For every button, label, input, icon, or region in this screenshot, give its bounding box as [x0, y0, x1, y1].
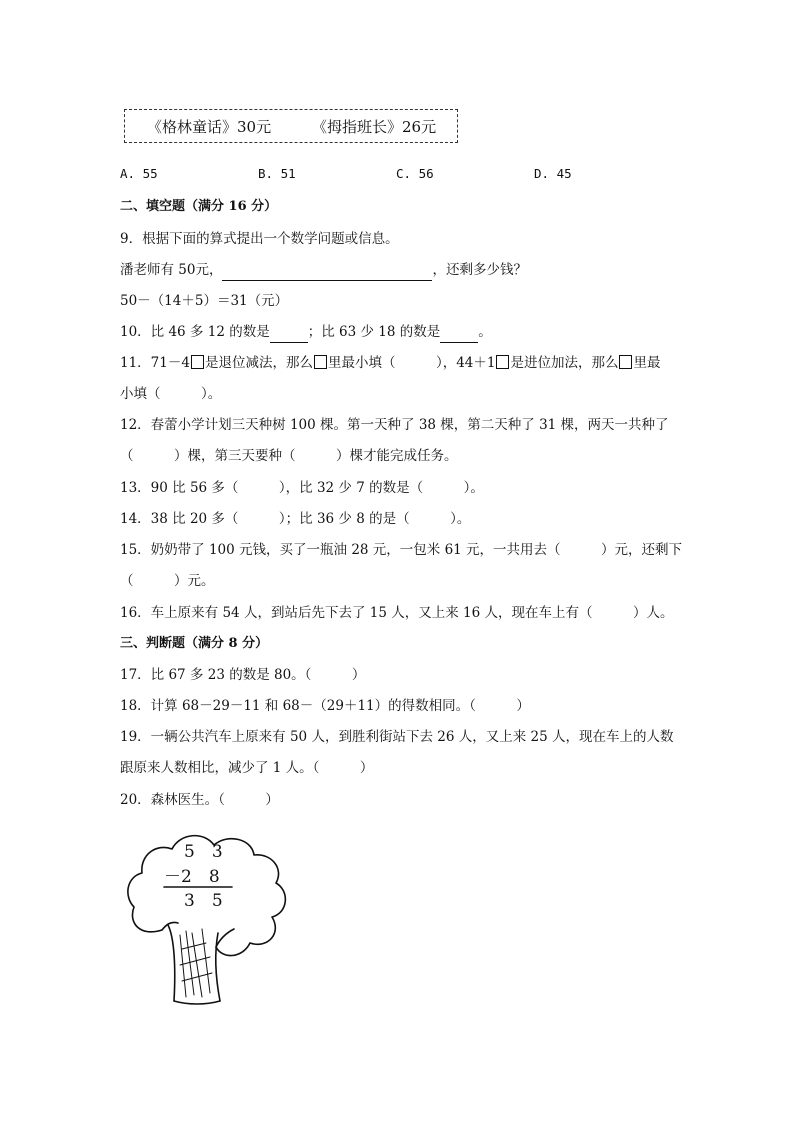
q11-box-1[interactable] [191, 355, 204, 369]
tree-branch-right [216, 929, 234, 947]
q11-box-4[interactable] [619, 355, 632, 369]
book-price-grimm: 《格林童话》30元 [147, 118, 272, 136]
tree-trunk-base [174, 1001, 220, 1004]
q19-line1: 19．一辆公共汽车上原来有 50 人，到胜利街站下去 26 人，又上来 25 人，现在车上的人数 [120, 729, 674, 745]
q17: 17．比 67 多 23 的数是 80。（ ） [120, 667, 366, 683]
q9-question-line [120, 260, 527, 281]
q20: 20．森林医生。（ ） [120, 792, 279, 808]
q11-p1: 11．71－4 [120, 355, 190, 371]
tree-trunk-left [168, 925, 175, 1001]
q9-stem: 9．根据下面的算式提出一个数学问题或信息。 [120, 231, 399, 247]
q11-box-2[interactable] [314, 355, 327, 369]
option-d: D. 45 [534, 166, 572, 181]
q14: 14．38 比 20 多（ ）；比 36 少 8 的是（ ）。 [120, 511, 471, 527]
tree-illustration [122, 825, 292, 1010]
q13: 13．90 比 56 多（ ），比 32 少 7 的数是（ ）。 [120, 480, 484, 496]
q12-line2: （ ）棵，第三天要种（ ）棵才能完成任务。 [120, 448, 458, 464]
q9-text-before: 潘老师有 50元， [120, 262, 223, 278]
q11-box-3[interactable] [496, 355, 509, 369]
q10-part3: 。 [478, 324, 492, 340]
q10-part1: 10．比 46 多 12 的数是 [120, 324, 270, 340]
q11-line1 [120, 353, 660, 373]
q19-line2: 跟原来人数相比，减少了 1 人。（ ） [120, 760, 374, 776]
q9-answer-blank[interactable] [222, 260, 432, 281]
q11-p2: 是退位减法，那么 [204, 355, 313, 371]
section-title-judgement: 三、判断题（满分 8 分） [120, 636, 269, 651]
option-c: C. 56 [396, 166, 434, 181]
q11-p3: 里最小填（ ），44＋1 [327, 355, 496, 371]
q10 [120, 322, 492, 343]
q18: 18．计算 68－29－11 和 68－（29＋11）的得数相同。（ ） [120, 698, 530, 714]
q11-line2: 小填（ ）。 [120, 386, 222, 402]
q10-blank-1[interactable] [270, 322, 308, 343]
price-box [124, 109, 458, 143]
section-title-fill-blank: 二、填空题（满分 16 分） [120, 199, 278, 214]
subtrahend-digits: －2 8 [164, 867, 220, 887]
q10-blank-2[interactable] [440, 322, 478, 343]
result-digits: 3 5 [184, 891, 223, 911]
q12-line1: 12．春蕾小学计划三天种树 100 棵。第一天种了 38 棵，第二天种了 31 棵，两天一共种了 [120, 417, 669, 433]
q9-formula: 50－（14＋5）＝31（元） [120, 293, 289, 309]
q11-p5: 里最 [633, 355, 661, 371]
q10-part2: ；比 63 少 18 的数是 [307, 324, 441, 340]
book-price-thumb: 《拇指班长》26元 [312, 118, 437, 136]
option-a: A. 55 [120, 166, 158, 181]
minuend-digits: 5 3 [184, 842, 223, 862]
option-b: B. 51 [258, 166, 296, 181]
q11-p4: 是进位加法，那么 [510, 355, 619, 371]
q15-line1: 15．奶奶带了 100 元钱，买了一瓶油 28 元，一包米 61 元，一共用去（ ）元，还剩下 [120, 542, 683, 558]
q9-text-after: ，还剩多少钱？ [432, 262, 527, 278]
q16: 16．车上原来有 54 人，到站后先下去了 15 人，又上来 16 人，现在车上有（ ）人。 [120, 605, 674, 621]
q15-line2: （ ）元。 [120, 573, 215, 589]
